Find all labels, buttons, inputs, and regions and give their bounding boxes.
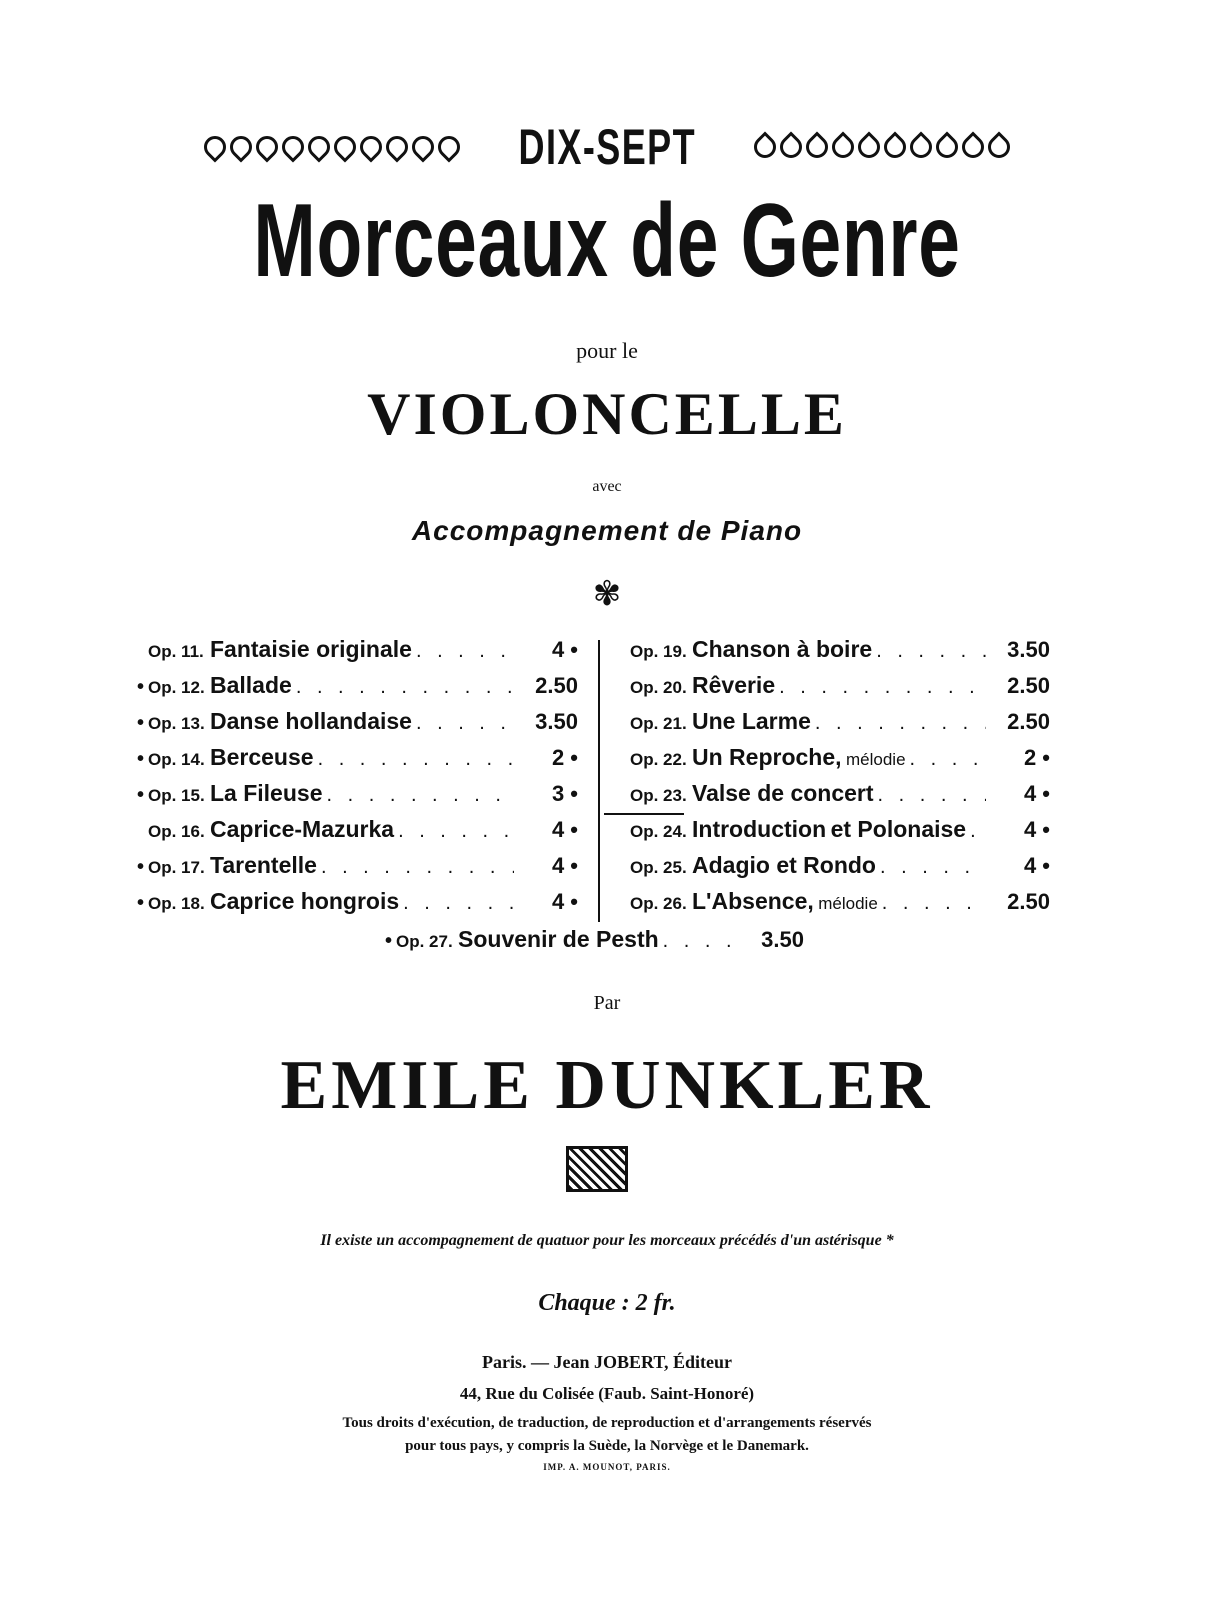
list-item [614,780,1056,816]
work-price: 4 • [1023,853,1050,878]
work-title: Caprice-Mazurka [210,816,395,842]
leader-dots [322,784,514,807]
work-title: Tarentelle [210,852,317,878]
asterisk-mark: • [136,856,144,878]
opus-number: Op. 12. [148,678,205,697]
opus-number: Op. 24. [630,822,687,841]
publisher-address: 44, Rue du Colisée (Faub. Saint-Honoré) [459,1384,755,1403]
work-price: 2 • [1023,745,1050,770]
page-title: Morceaux de Genre [253,183,961,299]
opus-number: Op. 17. [148,858,205,877]
work-title: L'Absence, [692,888,814,914]
opus-number: Op. 21. [630,714,687,733]
composer-name: EMILE DUNKLER [280,1047,934,1124]
work-title: Une Larme [692,708,811,734]
right-leaf-ornament-icon [754,136,1010,158]
publisher-vignette-icon [566,1146,628,1192]
leader-dots [394,820,514,843]
asterisk-mark: • [136,784,144,806]
list-item [132,744,584,780]
leader-dots [775,676,986,699]
work-title: Adagio et Rondo [692,852,876,878]
work-title: Ballade [210,672,292,698]
opus-number: Op. 15. [148,786,205,805]
leader-dots [412,712,514,735]
work-price: 2.50 [1007,673,1050,698]
work-price: 4 • [551,817,578,842]
works-list-right [614,636,1056,924]
work-title: Fantaisie originale [210,636,412,662]
list-item [614,672,1056,708]
opus-number: Op. 11. [148,642,204,661]
list-item [614,744,1056,780]
flower-ornament-icon: ✾ [592,576,622,613]
list-item [132,708,584,744]
leader-dots [292,676,514,699]
work-title: La Fileuse [210,780,323,806]
work-title: Danse hollandaise [210,708,412,734]
work-subtitle: et Polonaise [830,816,967,842]
rights-notice-line1: Tous droits d'exécution, de traduction, de reproduction et d'arrangements réservés [342,1415,872,1431]
opus-number: Op. 23. [630,786,687,805]
left-leaf-ornament-icon [204,136,460,158]
leader-dots [811,712,986,735]
work-title: Valse de concert [692,780,874,806]
opus-number: Op. 14. [148,750,205,769]
work-price: 3.50 [761,927,804,952]
work-title: Caprice hongrois [210,888,400,914]
count-heading: DIX-SEPT [518,119,696,175]
work-title: Introduction [692,816,827,842]
opus-number: Op. 26. [630,894,687,913]
work-title: Berceuse [210,744,314,770]
work-price: 2.50 [535,673,578,698]
work-price: 4 • [551,889,578,914]
column-divider [598,640,600,922]
work-price: 3.50 [1007,637,1050,662]
opus-number: Op. 27. [396,932,453,951]
leader-dots [659,930,740,953]
leader-dots [399,892,514,915]
work-price: 2.50 [1007,709,1050,734]
opus-number: Op. 13. [148,714,205,733]
leader-dots [878,892,986,915]
par-text: Par [593,992,621,1014]
list-item [132,888,584,924]
leader-dots [966,820,986,843]
list-item [132,816,584,852]
work-price: 3 • [551,781,578,806]
leader-dots [412,640,514,663]
work-title: Souvenir de Pesth [458,926,659,952]
opus-number: Op. 20. [630,678,687,697]
work-title: Chanson à boire [692,636,873,662]
pour-le-text: pour le [576,338,638,363]
work-subtitle: mélodie [818,894,878,913]
work-subtitle: mélodie [845,750,906,769]
work-price: 2 • [551,745,578,770]
opus-number: Op. 16. [148,822,205,841]
work-title: Un Reproche, [692,744,842,770]
asterisk-mark: • [136,676,144,698]
header-line [0,112,1214,182]
asterisk-mark: • [136,748,144,770]
work-price: 4 • [551,853,578,878]
leader-dots [872,640,986,663]
leader-dots [906,748,986,771]
printer-credit: IMP. A. MOUNOT, PARIS. [543,1462,671,1472]
list-item [132,852,584,888]
instrument-heading: VIOLONCELLE [367,381,847,447]
list-item [132,780,584,816]
publisher-line: Paris. — Jean JOBERT, Éditeur [481,1352,733,1372]
work-price: 4 • [551,637,578,662]
opus-number: Op. 19. [630,642,687,661]
price-each: Chaque : 2 fr. [538,1290,676,1316]
opus-number: Op. 25. [630,858,687,877]
list-item [614,636,1056,672]
work-price: 2.50 [1007,889,1050,914]
asterisk-mark: • [136,892,144,914]
list-item [132,636,584,672]
list-item [614,708,1056,744]
work-price: 4 • [1023,817,1050,842]
quartet-note: Il existe un accompagnement de quatuor pour les morceaux précédés d'un astérisque * [320,1232,894,1249]
leader-dots [314,748,514,771]
work-title: Rêverie [692,672,776,698]
list-item [614,852,1056,888]
opus-number: Op. 22. [630,750,687,769]
leader-dots [876,856,986,879]
list-item [380,926,810,962]
avec-text: avec [592,478,622,495]
accompaniment-heading: Accompagnement de Piano [411,515,803,546]
asterisk-mark: • [384,930,392,952]
works-list-left [132,636,584,924]
work-price: 3.50 [535,709,578,734]
rights-notice-line2: pour tous pays, y compris la Suède, la Norvège et le Danemark. [405,1438,809,1454]
leader-dots [874,784,986,807]
list-item [614,888,1056,924]
opus-number: Op. 18. [148,894,205,913]
asterisk-mark: • [136,712,144,734]
leader-dots [317,856,514,879]
extra-work-row [380,926,810,962]
list-item [614,816,1056,852]
list-item [132,672,584,708]
work-price: 4 • [1023,781,1050,806]
